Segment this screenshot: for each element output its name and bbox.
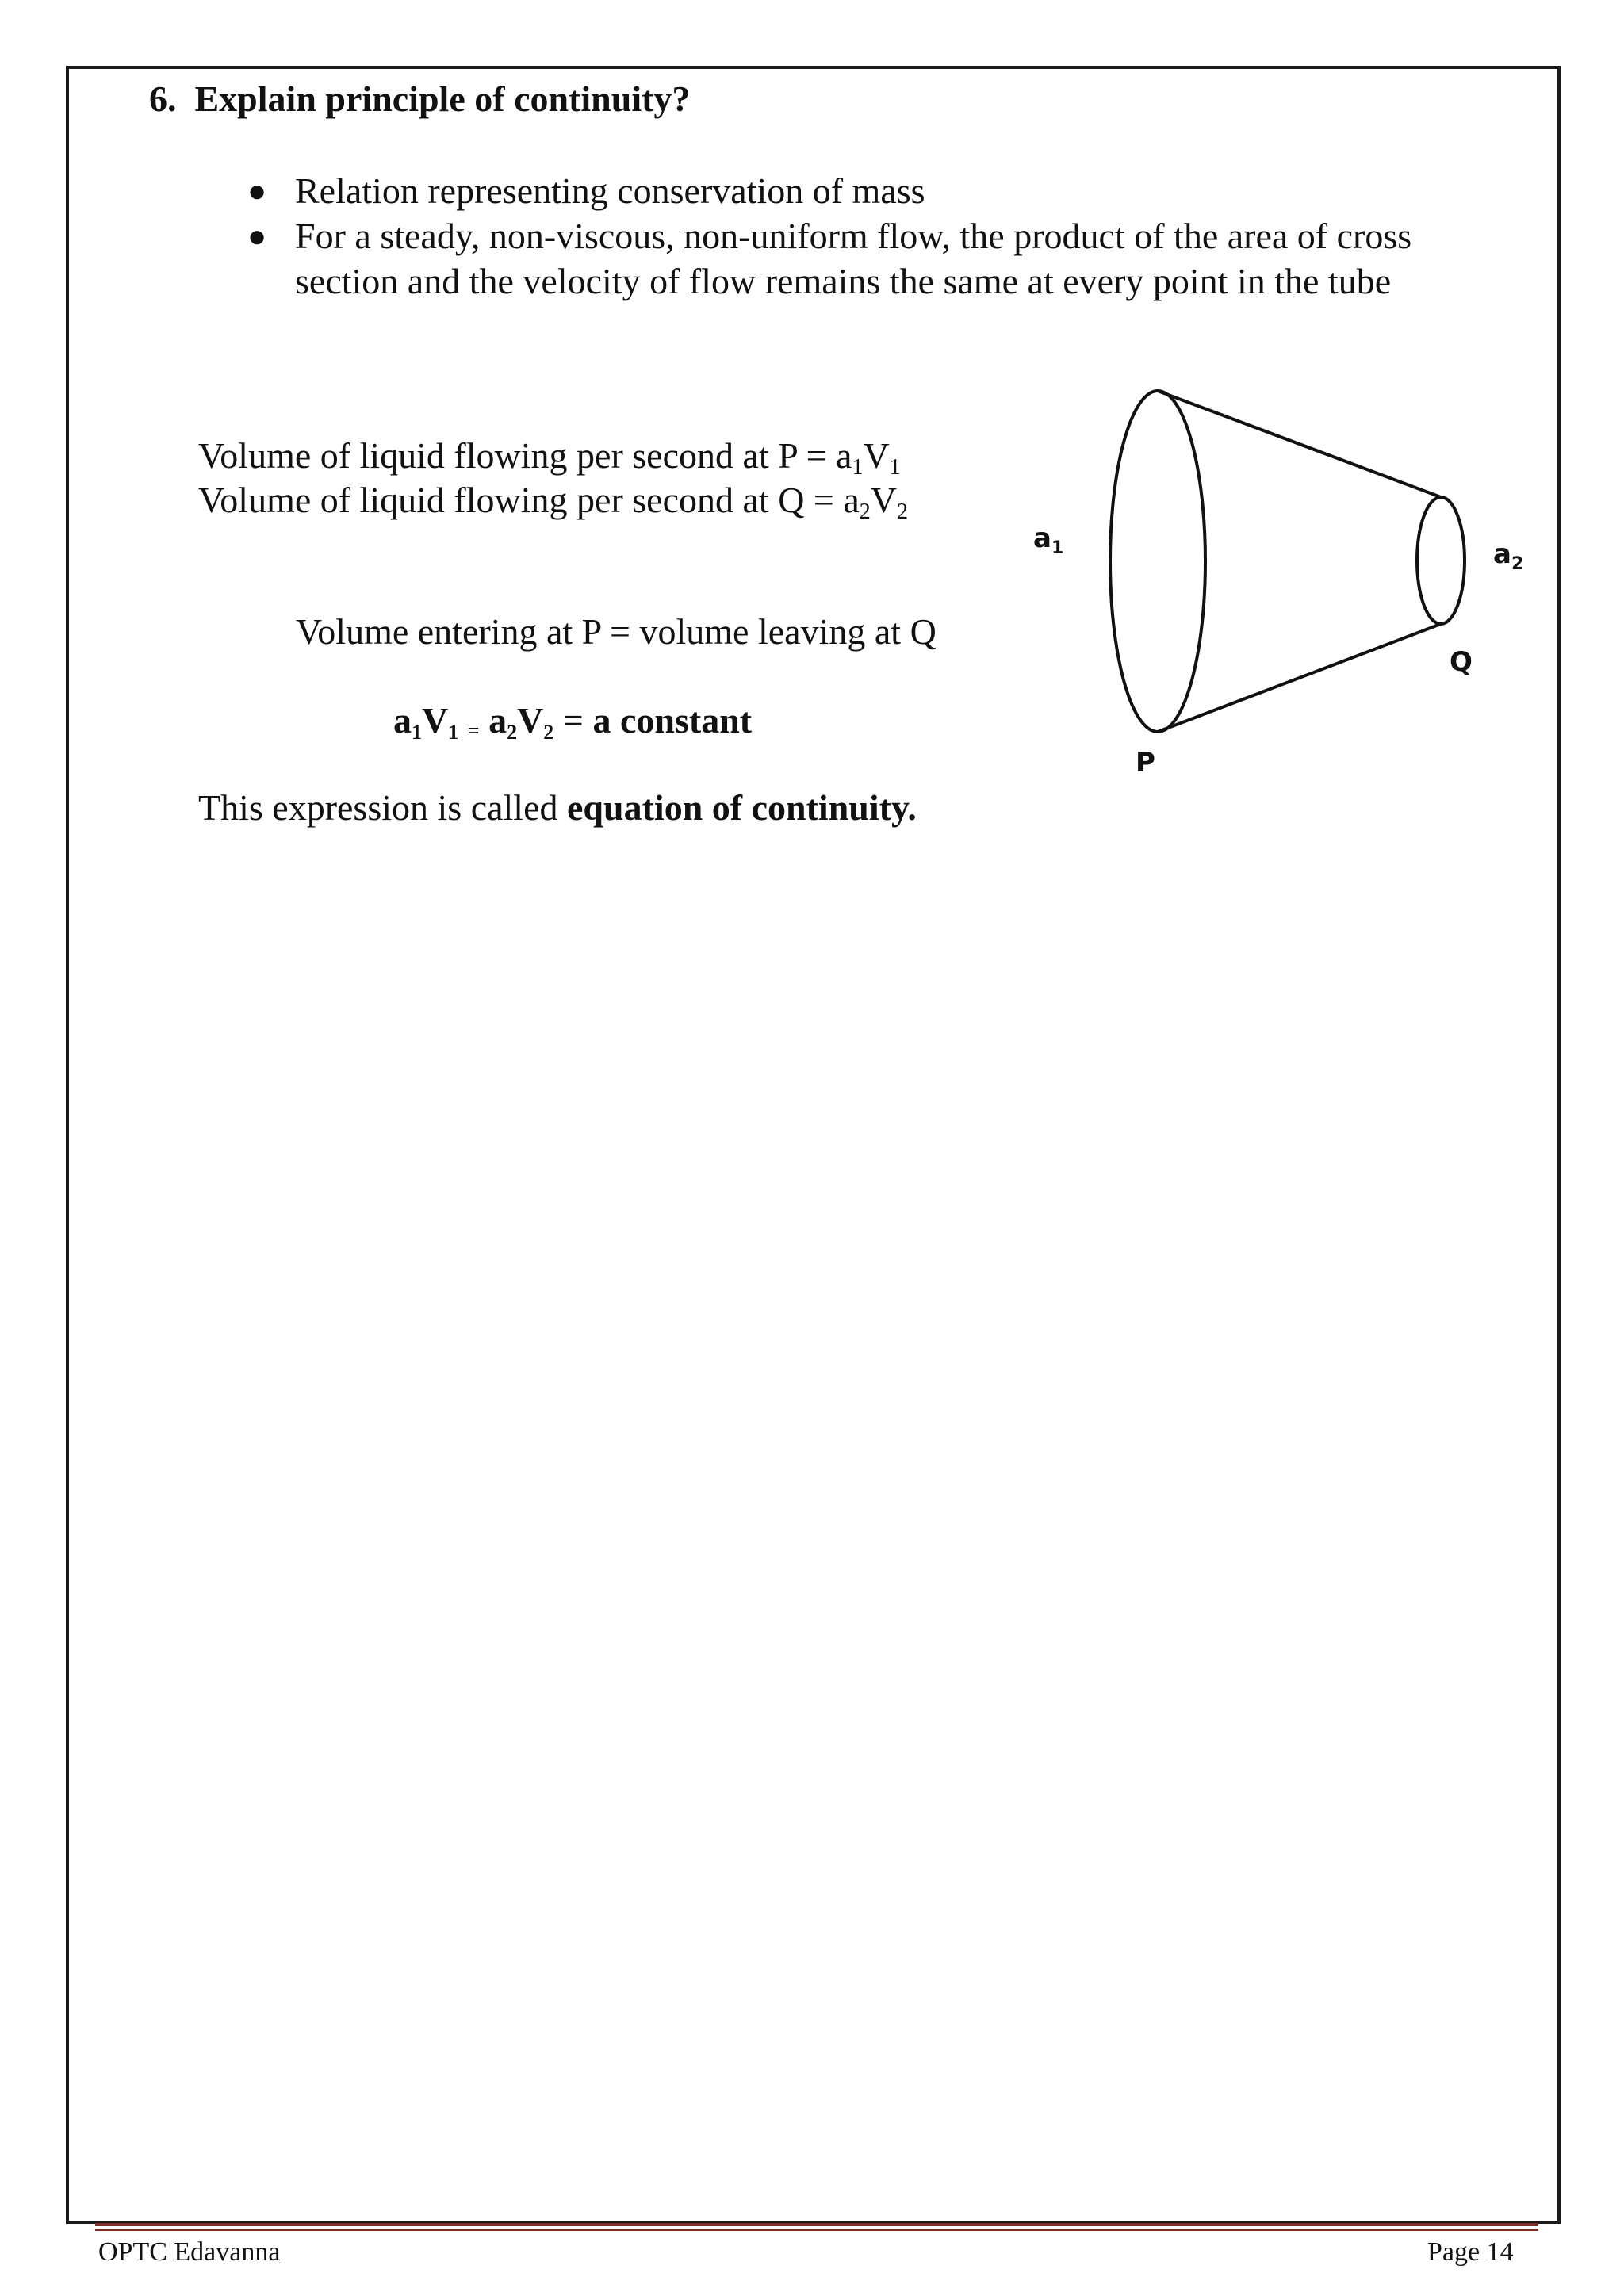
question-number: 6. (149, 78, 177, 119)
tube-diagram (1015, 381, 1554, 777)
footer-rule-thin (95, 2229, 1538, 2231)
footer-page-number: Page 14 (1427, 2237, 1514, 2267)
conclusion: This expression is called equation of continuity. (198, 787, 917, 828)
question-text: Explain principle of continuity? (194, 78, 691, 119)
volume-balance: Volume entering at P = volume leaving at Q (296, 611, 936, 652)
label-a2: $a_2$ (1493, 538, 1524, 574)
bullet-list (243, 168, 1503, 304)
label-a1: $a_1$ (1033, 522, 1064, 558)
volume-at-p: Volume of liquid flowing per second at $P = a_1V_1$ (198, 435, 901, 480)
bullet-icon: ● (247, 173, 267, 209)
footer-institution: OPTC Edavanna (98, 2237, 281, 2267)
footer-rule (95, 2223, 1538, 2226)
label-p: P (1136, 747, 1155, 777)
continuity-equation: $a_1V_1 = a_2V_2 = a$ constant (393, 700, 753, 744)
bullet-text: Relation representing conservation of mass (295, 170, 925, 211)
bullet-icon: ● (247, 218, 267, 254)
label-q: Q (1450, 646, 1473, 678)
volume-at-q: Volume of liquid flowing per second at $Q = a_2V_2$ (198, 480, 909, 524)
cross-section-a2 (1417, 497, 1465, 624)
bullet-text-line1: For a steady, non-viscous, non-uniform flow, the product of the area of cross (295, 216, 1412, 256)
bullet-item (243, 213, 1503, 304)
cross-section-a1 (1110, 391, 1205, 732)
question-title (149, 78, 690, 120)
bullet-item (243, 168, 1503, 213)
bullet-text-line2: section and the velocity of flow remains the same at every point in the tube (295, 261, 1392, 301)
